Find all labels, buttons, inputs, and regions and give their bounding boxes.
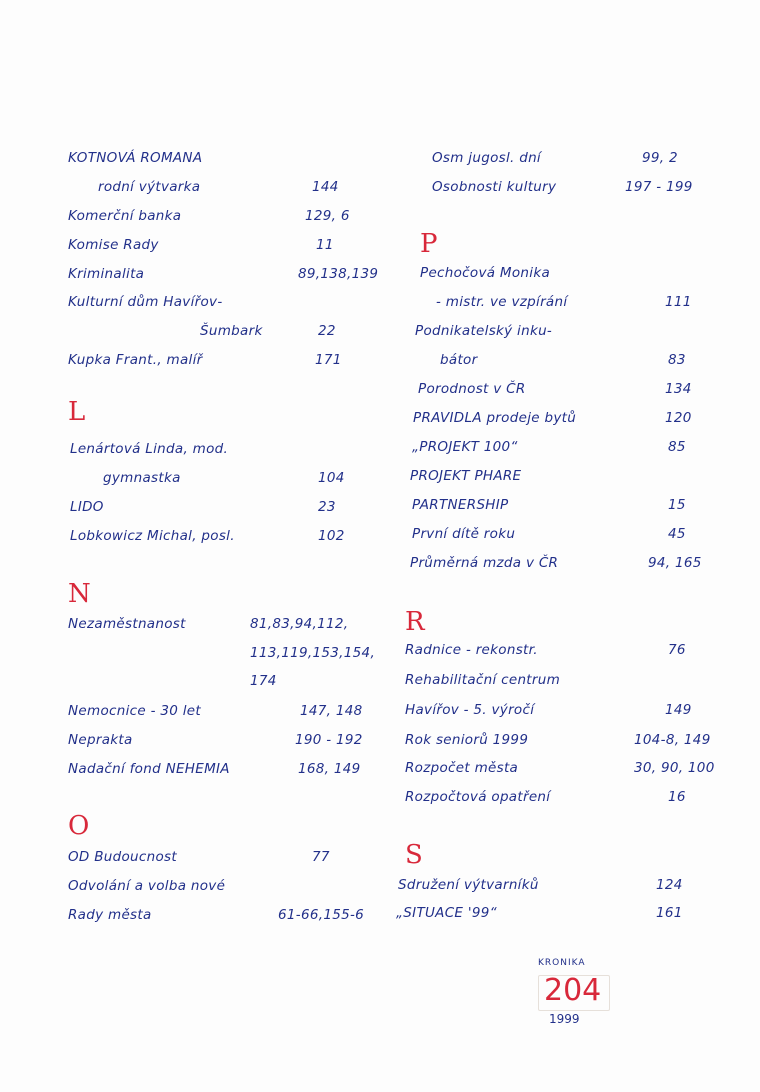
section-letter-n: N	[68, 579, 91, 609]
page-ref: 104	[318, 470, 345, 486]
page-ref: 22	[318, 323, 336, 339]
page-ref: 144	[312, 179, 339, 195]
index-entry: Kupka Frant., malíř	[68, 352, 203, 368]
section-letter-l: L	[68, 397, 86, 427]
index-entry: Komise Rady	[68, 237, 159, 253]
index-entry: První dítě roku	[412, 526, 516, 542]
index-entry: Nemocnice - 30 let	[68, 703, 201, 719]
index-entry: Podnikatelský inku-	[415, 323, 553, 339]
page-ref: 99, 2	[642, 150, 678, 166]
page-ref: 102	[318, 528, 345, 544]
page-ref: 45	[668, 526, 686, 542]
index-entry: - mistr. ve vzpírání	[436, 294, 568, 310]
index-entry: Lenártová Linda, mod.	[70, 441, 229, 457]
index-entry: rodní výtvarka	[98, 179, 201, 195]
page-ref: 85	[668, 439, 686, 455]
index-entry: Komerční banka	[68, 208, 182, 224]
stamp-label: KRONIKA	[538, 958, 586, 968]
page-ref: 16	[668, 789, 686, 805]
page-ref: 30, 90, 100	[634, 760, 715, 776]
page-ref: 190 - 192	[295, 732, 363, 748]
index-entry: Rady města	[68, 907, 152, 923]
page-ref: 197 - 199	[625, 179, 693, 195]
index-entry: Rehabilitační centrum	[405, 672, 561, 688]
page-ref: 77	[312, 849, 330, 865]
index-entry: Osm jugosl. dní	[432, 150, 541, 166]
page-ref: 168, 149	[298, 761, 361, 777]
index-entry: Průměrná mzda v ČR	[410, 555, 559, 571]
index-entry: Kulturní dům Havířov-	[68, 294, 223, 310]
index-entry: Rozpočtová opatření	[405, 789, 551, 805]
index-entry: Pechočová Monika	[420, 265, 551, 281]
section-letter-o: O	[68, 811, 90, 841]
index-entry: Osobnosti kultury	[432, 179, 557, 195]
index-entry: „SITUACE '99“	[396, 905, 497, 921]
index-entry: Odvolání a volba nové	[68, 878, 226, 894]
page-ref: 81,83,94,112,	[250, 616, 349, 632]
index-entry: Šumbark	[200, 323, 263, 339]
page-ref: 11	[316, 237, 334, 253]
index-entry: bátor	[440, 352, 478, 368]
page-ref: 149	[665, 702, 692, 718]
index-entry: Rok seniorů 1999	[405, 732, 529, 748]
index-entry: PARTNERSHIP	[412, 497, 509, 513]
page-ref: 89,138,139	[298, 266, 379, 282]
section-letter-r: R	[405, 607, 425, 637]
page-ref: 129, 6	[305, 208, 350, 224]
page-ref: 134	[665, 381, 692, 397]
index-entry: Kriminalita	[68, 266, 145, 282]
index-entry: „PROJEKT 100“	[412, 439, 518, 455]
page-ref: 23	[318, 499, 336, 515]
index-entry: PROJEKT PHARE	[410, 468, 522, 484]
page-ref: 94, 165	[648, 555, 702, 571]
index-entry: Lobkowicz Michal, posl.	[70, 528, 235, 544]
index-entry: Porodnost v ČR	[418, 381, 526, 397]
index-entry: OD Budoucnost	[68, 849, 177, 865]
index-entry: Havířov - 5. výročí	[405, 702, 535, 718]
index-entry: Neprakta	[68, 732, 133, 748]
index-entry: PRAVIDLA prodeje bytů	[413, 410, 577, 426]
page-ref: 147, 148	[300, 703, 363, 719]
page-ref: 83	[668, 352, 686, 368]
page-ref: 111	[665, 294, 692, 310]
page-ref: 120	[665, 410, 692, 426]
section-letter-p: P	[420, 229, 438, 259]
section-letter-s: S	[405, 840, 423, 870]
index-entry: KOTNOVÁ ROMANA	[68, 150, 203, 166]
page-ref: 174	[250, 673, 277, 689]
index-entry: Radnice - rekonstr.	[405, 642, 538, 658]
page-ref: 76	[668, 642, 686, 658]
index-entry: Rozpočet města	[405, 760, 519, 776]
page-ref: 124	[656, 877, 683, 893]
index-entry: gymnastka	[103, 470, 181, 486]
page-ref: 104-8, 149	[634, 732, 711, 748]
page-ref: 113,119,153,154,	[250, 645, 376, 661]
stamp-year: 1999	[549, 1012, 580, 1026]
index-entry: Nadační fond NEHEMIA	[68, 761, 230, 777]
index-entry: Sdružení výtvarníků	[398, 877, 539, 893]
page-ref: 15	[668, 497, 686, 513]
index-entry: LIDO	[70, 499, 104, 515]
stamp-page-number: 204	[544, 973, 602, 1008]
page-ref: 171	[315, 352, 342, 368]
index-entry: Nezaměstnanost	[68, 616, 186, 632]
page-ref: 161	[656, 905, 683, 921]
page-ref: 61-66,155-6	[278, 907, 365, 923]
